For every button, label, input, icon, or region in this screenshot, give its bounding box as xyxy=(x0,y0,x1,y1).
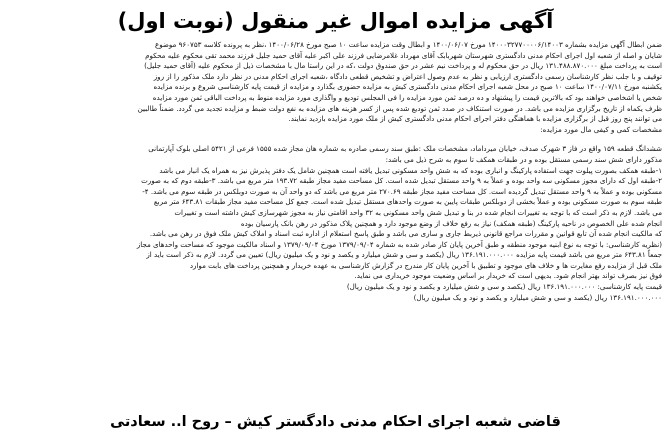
spec-line: ۱-طبقه همکف بصورت پیلوت جهت استفاده پارکینگ و انباری بوده که به شش واحد مسکونی تبدیل یافته است همچنین شامل یک دفتر پذیرش نیز به همراه یک انبار می باشد xyxy=(159,165,662,175)
judge-signature: قاضی شعبه اجرای احکام مدنی دادگستر کیش – روح ا.. سعادتی xyxy=(110,414,561,430)
base-price-line: قیمت پایه کارشناسی: ۱۳۶.۱۹۱.۰۰۰.۰۰۰ ریال (یکصد و سی و شش میلیارد و یکصد و نود و یک میلیون ریال) xyxy=(346,282,662,292)
spec-line: مسکونی بوده و عملاً به ۹ واحد مستقل تبدیل گردیده است. کل مساحت مفید مجاز طبقه ۲۷۰.۶۹ متر مربع می باشد که دو واحد آن به صورت دوبلکس در طبقه سوم می باشد. ۴- xyxy=(142,186,662,196)
spec-line: ۲-طبقه اول که دارای مجوز مسکونی سه واحد بوده و عملاً به ۹ واحد مستقل تبدیل شده است. کل مساحت مفید مجاز طبقه ۱۹۳.۷۲ متر مربع می باشد. ۳-طبقه دوم که به صورت xyxy=(141,176,662,186)
intro-line: ظرف یکماه از تاریخ برگزاری مزایده می باشد. در صورت استنکاف در صدد ثمن تودیع شده پس از کسر هزینه های مزایده به نفع دولت ضبط و مزایده تجدید می گردد. ضمناً طالبین xyxy=(137,103,662,113)
valuation-line: (نظریه کارشناسی: با توجه به نوع ابنیه موجود منطقه و طبق آخرین پایان کار صادر شده به شماره ۱۳۷۹/۰۹/۰۴ مورخ ۱۳۷۹/۰۹/۰۴ و اسناد مالکیت موجود که مساحت واحدهای مجاز xyxy=(136,239,662,249)
intro-line: یکشنبه مورخ ۱۴۰۰/۰۷/۱۱ ساعت ۱۰ صبح در محل شعبه اجرای احکام مدنی دادگستری کیش به مزایده حضوری بگذارد و مزایده از قیمت پایه کارشناسی شروع و برنده مزایده xyxy=(153,82,662,92)
intro-line: شخص یا اشخاصی خواهند بود که بالاترین قیمت را پیشنهاد و ده درصد ثمن مورد مزایده را فی المجلس تودیع و واگذاری مورد مزایده منوط به پرداخت الباقی ثمن مورد مزایده xyxy=(152,92,662,102)
spec-line: که مالکیت انجام شده آن تابع قوانین و مقررات مراجع قانونی ذیربط جاری و ساری می باشد و طبق پاسخ استعلام از اداره ثبت اسناد و املاک کیش ملک فوق در رهن می باشد. xyxy=(149,229,662,239)
base-price-line: ۱۳۶.۱۹۱.۰۰۰.۰۰۰ ریال (یکصد و سی و شش میلیارد و یکصد و نود و یک میلیون ریال) xyxy=(413,292,662,302)
spec-line: طبقه سوم به صورت مسکونی بوده و عملاً بخشی از دوبلکس طبقات پایین به صورت واحدهای مستقل تبدیل شده است. جمع کل مساحت مفید مجاز طبقات ۶۴۳.۸۱ متر مربع xyxy=(153,197,662,207)
intro-line: ضمن ابطال آگهی مزایده بشماره ۱۴۰۰۰۳۲۷۷۰۰۰۰۶/۱۴۰۰۳ مورخ ۱۴۰۰/۰۶/۰۷ و ابطال وقت مزایده ساعت ۱۰ صبح مورخ ۱۴۰۰/۰۶/۲۸ ،نظر به پرونده کلاسه ۹۶۰۷۵۳ موضوع xyxy=(154,40,662,49)
spacer xyxy=(9,135,662,144)
notice-body xyxy=(9,40,662,303)
spec-line: مذکور دارای شش سند رسمی مستقل بوده و در طبقات همکف تا سوم به شرح ذیل می باشد: xyxy=(385,154,662,164)
valuation-line: جمعاً ۶۴۳.۸۱ متر مربع می باشد قیمت پایه مزایده ۱۳۶.۱۹۱.۰۰۰.۰۰۰ ریال (یکصد و سی و شش میلیارد و یکصد و نود و یک میلیون ریال) تعیین می گردد. لازم به ذکر است باید از xyxy=(146,250,662,260)
spec-line: ششدانگ قطعه ۱۵۹ واقع در فاز ۳ شهرک صدف، خیابان میرداماد، مشخصات ملک :طبق سند رسمی صادره به شماره هان مجاز شده ۱۵۵۵ فرعی از ۵۴۲۱ اصلی بلوک آپارتمانی xyxy=(148,144,662,154)
intro-line: شایان و اصله از شعبه اول اجرای احکام مدنی دادگستری شهرستان شهربابک آقای مهرداد غلامرضایی فرزند علی اکبر علیه آقای حمید جلیل فرزند محمد تقی محکوم علیه محکوم xyxy=(145,50,662,60)
section-heading: مشخصات کمی و کیفی مال مورد مزایده: xyxy=(540,124,662,134)
valuation-line: ملک قبل از مزایده رفع مغایرت ها و خلاف های موجود و تطبیق با آخرین پایان کار مندرج در گزارش کارشناسی به عهده خریدار و همچنین پرداخت های بابت موارد xyxy=(189,260,662,270)
intro-line: توقیف و با جلب نظر کارشناسان رسمی دادگستری ارزیابی و نظر به عدم وصول اعتراض و تشخیص قطعی دادگاه ،شعبه اجرای احکام مدنی در نظر دارد ملک مذکور را از روز xyxy=(153,71,662,81)
spec-line: انجام شده علی الخصوص در ناحیه پارکینگ (طبقه همکف) نیاز به رفع خلاف از وضع موجود دارد و همچنین پلاک مذکور در رهن بانک پارسیان بوده xyxy=(240,218,662,228)
intro-line: است به پرداخت مبلغ ۱۳۱.۴۸۸.۸۷۰.۰۰۰ ریال در حق محکوم له و پرداخت نیم عشر در حق صندوق دولت ،که در این راستا مال با مشخصات ذیل از محکوم علیه (آقای حمید جلیل) xyxy=(144,61,662,71)
spec-line: می باشد. لازم به ذکر است که با توجه به تغییرات انجام شده در بنا و تبدیل شش واحد مسکونی به ۳۲ واحد اقامتی نیاز به مجوز شهرسازی کیش داشته است و تغییرات xyxy=(174,207,662,217)
intro-line: می توانند پنج روز قبل از برگزاری مزایده با هماهنگی دفتر اجرای احکام مدنی دادگستری کیش از ملک مورد مزایده بازدید نمایند. xyxy=(288,114,662,124)
valuation-line: فوق نیز بصرف تواند بهتر انجام شود. بدیهی است که خریدار بر اساس وضعیت موجود خریداری می نماید. xyxy=(354,271,662,281)
notice-title: آگهی مزایده اموال غیر منقول (نوبت اول) xyxy=(117,9,554,33)
